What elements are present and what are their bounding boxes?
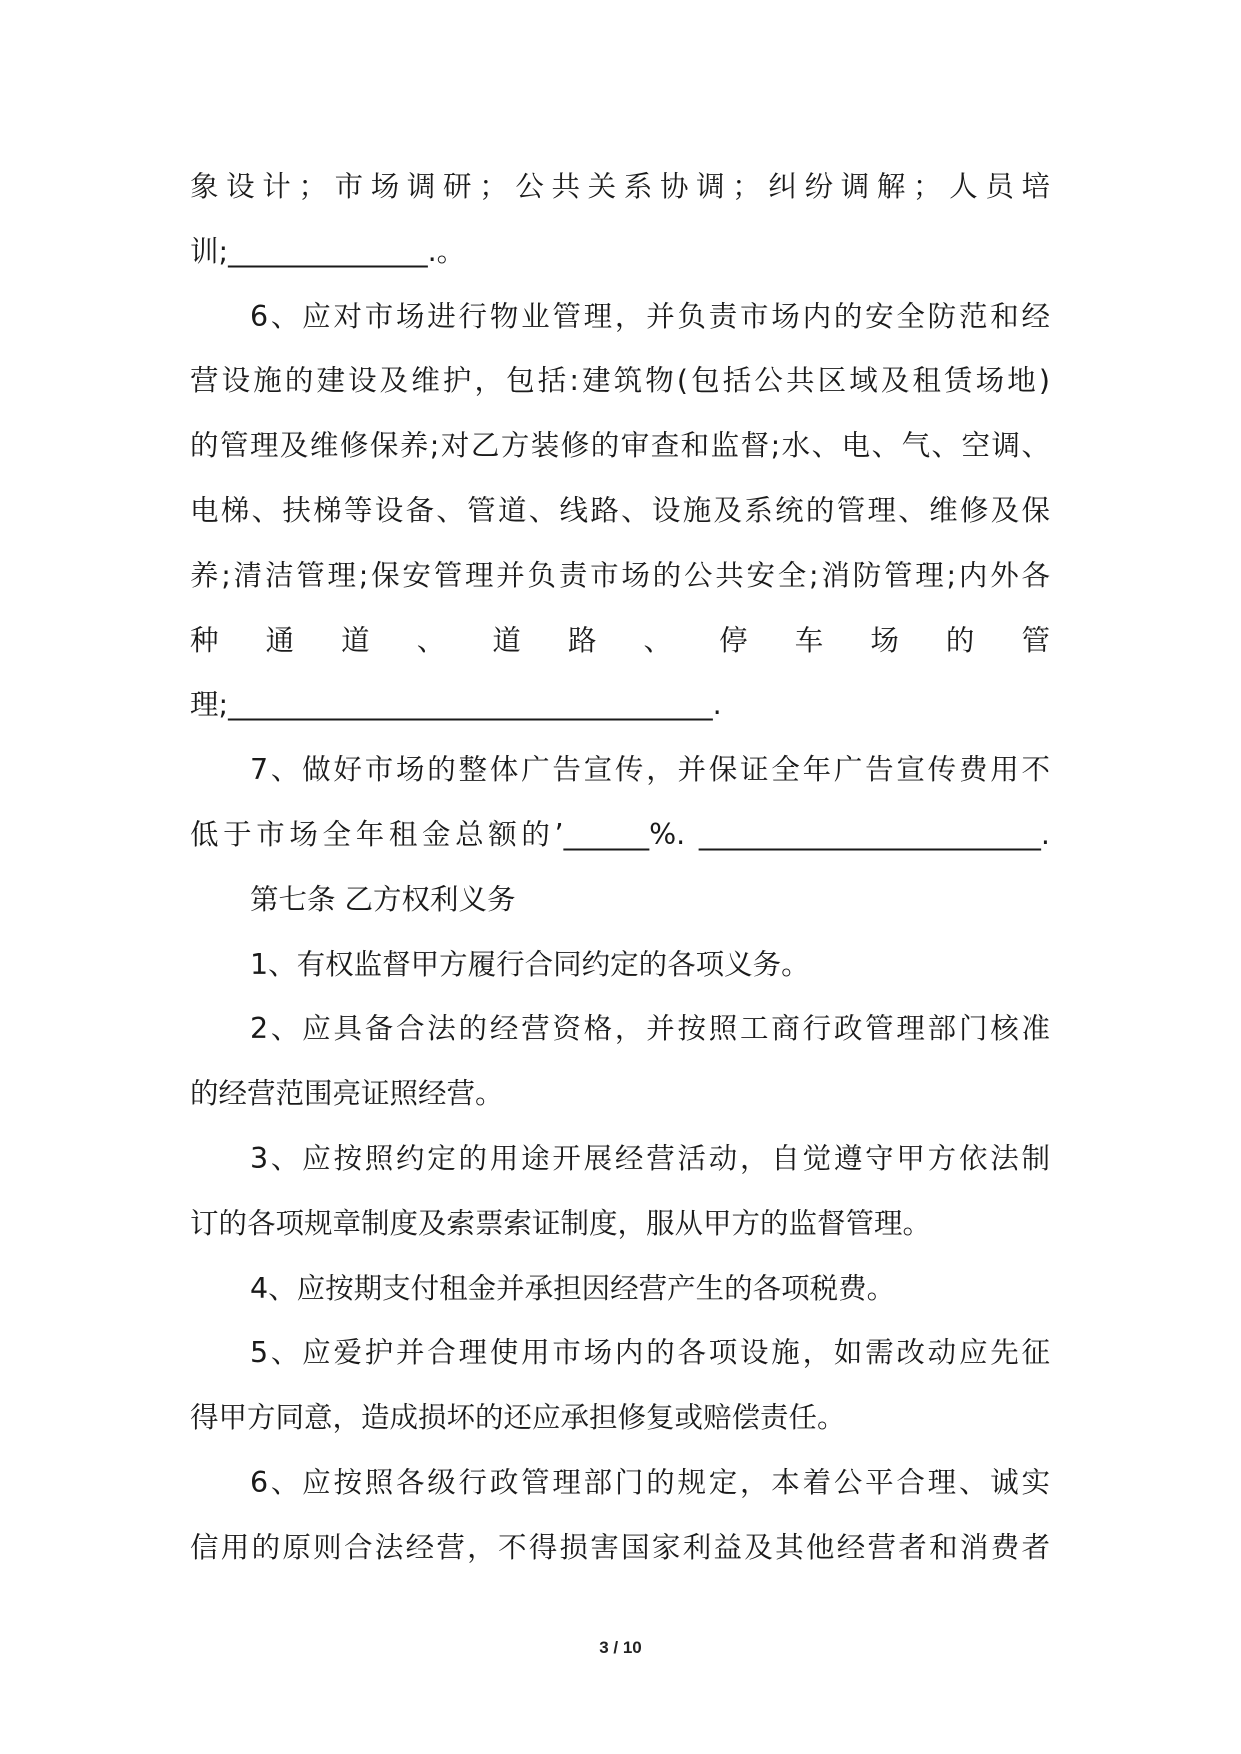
text-line: 养;清洁管理;保安管理并负责市场的公共安全;消防管理;内外各 — [190, 558, 1050, 592]
text-line: 5、应爱护并合理使用市场内的各项设施，如需改动应先征 — [250, 1336, 1050, 1370]
text-line: 6、应对市场进行物业管理，并负责市场内的安全防范和经 — [250, 299, 1050, 333]
text-line: 训;______________.。 — [190, 234, 466, 268]
text-line: 种 通 道 、 道 路 、 停 车 场 的 管 — [190, 623, 1050, 657]
text-line: 订的各项规章制度及索票索证制度，服从甲方的监督管理。 — [190, 1206, 932, 1240]
text-line: 电梯、扶梯等设备、管道、线路、设施及系统的管理、维修及保 — [190, 493, 1050, 527]
page-number: 3 / 10 — [599, 1638, 642, 1657]
section-heading: 第七条 乙方权利义务 — [250, 882, 516, 916]
text-line: 4、应按期支付租金并承担因经营产生的各项税费。 — [250, 1271, 896, 1305]
text-line: 理;__________________________________. — [190, 688, 722, 722]
text-line: 营设施的建设及维护，包括:建筑物(包括公共区域及租赁场地) — [190, 364, 1050, 398]
document-body — [190, 155, 1050, 1581]
text-line: 信用的原则合法经营，不得损害国家利益及其他经营者和消费者 — [190, 1530, 1050, 1564]
text-line: 的经营范围亮证照经营。 — [190, 1077, 504, 1111]
text-line: 象设计；市场调研；公共关系协调；纠纷调解；人员培 — [190, 170, 1050, 203]
text-line: 的管理及维修保养;对乙方装修的审查和监督;水、电、气、空调、 — [190, 429, 1050, 463]
text-line: 3、应按照约定的用途开展经营活动，自觉遵守甲方依法制 — [250, 1141, 1050, 1175]
text-line: 6、应按照各级行政管理部门的规定，本着公平合理、诚实 — [250, 1465, 1050, 1499]
text-line: 7、做好市场的整体广告宣传，并保证全年广告宣传费用不 — [250, 753, 1050, 787]
text-line: 1、有权监督甲方履行合同约定的各项义务。 — [250, 947, 810, 981]
text-line: 低于市场全年租金总额的’______%. ________________________. — [190, 817, 1050, 851]
text-line: 得甲方同意，造成损坏的还应承担修复或赔偿责任。 — [190, 1401, 846, 1435]
text-line: 2、应具备合法的经营资格，并按照工商行政管理部门核准 — [250, 1012, 1050, 1046]
